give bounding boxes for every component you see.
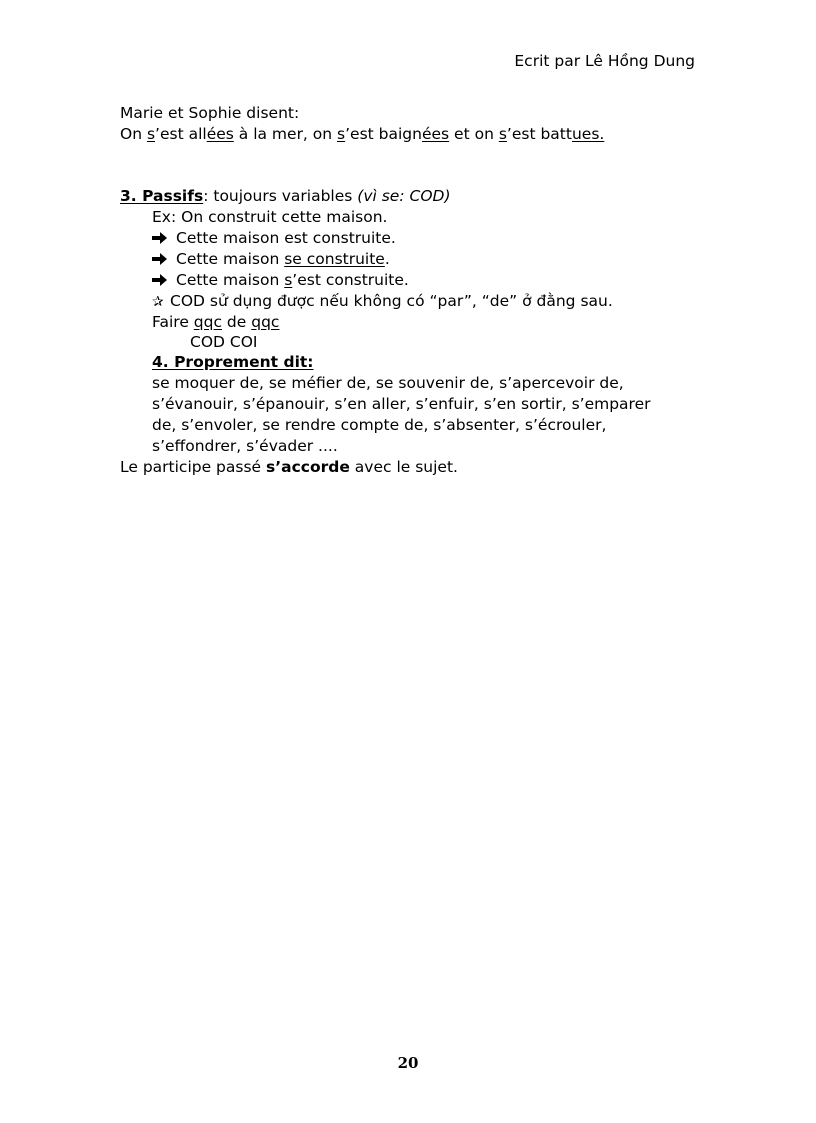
- arrow-right-icon: [152, 249, 176, 270]
- underlined-segment: ées: [206, 125, 234, 143]
- example-line: Ex: On construit cette maison.: [152, 208, 388, 226]
- intro-line-2: [120, 124, 604, 145]
- bold-segment: s’accorde: [266, 458, 350, 476]
- underlined-segment: s: [337, 125, 346, 143]
- underlined-segment: s: [284, 271, 293, 289]
- arrow-right-icon: [152, 228, 176, 249]
- underlined-segment: se construite: [284, 250, 385, 268]
- text-segment: et on: [449, 125, 499, 143]
- page-number: 20: [397, 1054, 419, 1072]
- text-segment: à la mer, on: [233, 125, 338, 143]
- arrow-line-text: Cette maison: [176, 250, 285, 268]
- underlined-segment: qqc: [193, 313, 222, 331]
- conclusion-line: [120, 457, 458, 478]
- underlined-segment: qqc: [251, 313, 280, 331]
- arrow-line-text: .: [384, 250, 390, 268]
- text-segment: ’est batt: [506, 125, 572, 143]
- author-header: Ecrit par Lê Hồng Dung: [514, 52, 695, 70]
- text-segment: ’est baign: [345, 125, 422, 143]
- proprement-line-2: s’évanouir, s’épanouir, s’en aller, s’enfuir, s’en sortir, s’emparer: [152, 395, 651, 413]
- text-segment: Faire: [152, 313, 194, 331]
- text-segment: avec le sujet.: [349, 458, 458, 476]
- underlined-segment: ues.: [571, 125, 605, 143]
- underlined-segment: s: [498, 125, 507, 143]
- arrow-line-text: Cette maison: [176, 271, 285, 289]
- arrow-line-3: [152, 270, 409, 291]
- text-segment: de: [222, 313, 252, 331]
- section-3-heading: [120, 186, 451, 207]
- intro-line-1: Marie et Sophie disent:: [120, 104, 300, 122]
- proprement-line-1: se moquer de, se méfier de, se souvenir de, s’apercevoir de,: [152, 374, 624, 392]
- star-icon: ✰: [152, 294, 164, 310]
- star-note-text: COD sử dụng được nếu không có “par”, “de” ở đằng sau.: [170, 292, 613, 310]
- text-segment: On: [120, 125, 147, 143]
- star-note-line: [152, 291, 613, 313]
- section-3-note: (vì se: COD): [357, 187, 451, 205]
- text-segment: ’est all: [155, 125, 207, 143]
- section-3-title-rest: : toujours variables: [203, 187, 358, 205]
- proprement-line-4: s’effondrer, s’évader ....: [152, 437, 338, 455]
- arrow-line-text: ’est construite.: [292, 271, 409, 289]
- section-3-title: 3. Passifs: [120, 187, 204, 205]
- faire-line: [152, 312, 279, 333]
- arrow-right-icon: [152, 270, 176, 291]
- proprement-line-3: de, s’envoler, se rendre compte de, s’absenter, s’écrouler,: [152, 416, 607, 434]
- arrow-line-1: [152, 228, 396, 249]
- arrow-line-2: [152, 249, 390, 270]
- text-segment: Le participe passé: [120, 458, 267, 476]
- section-4-title: 4. Proprement dit:: [152, 353, 314, 371]
- arrow-line-text: Cette maison est construite.: [176, 229, 396, 247]
- underlined-segment: s: [146, 125, 156, 143]
- underlined-segment: ées: [421, 125, 450, 143]
- cod-coi-line: COD COI: [190, 333, 258, 351]
